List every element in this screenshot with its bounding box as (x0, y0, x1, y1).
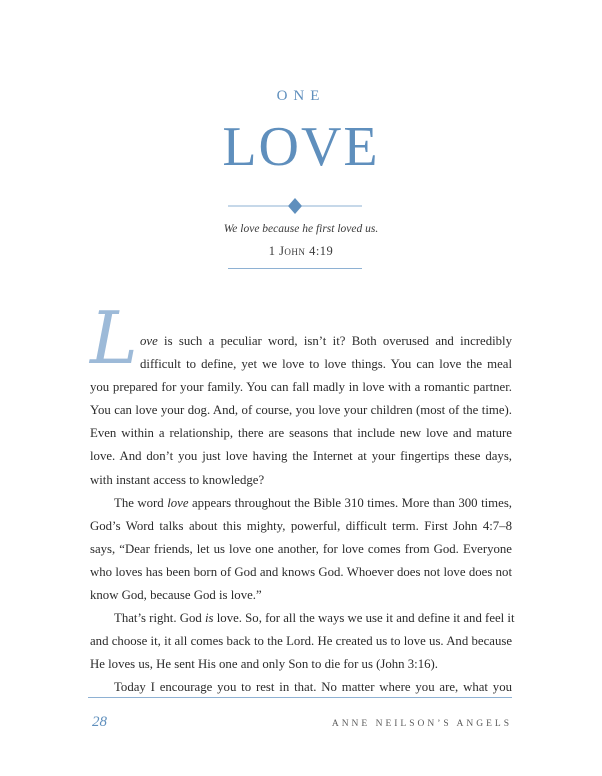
text-line: says, “Dear friends, let us love one another, for love comes from God. Everyone (90, 541, 512, 556)
text-line: you prepared for your family. You can fall madly in love with a romantic partner. (90, 380, 512, 395)
epigraph-rule (228, 268, 362, 269)
text-line (90, 330, 512, 353)
text-line (90, 492, 512, 515)
emphasis: ove (140, 334, 158, 348)
body-text (90, 330, 515, 700)
footer-rule (88, 697, 512, 698)
text-line: He loves us, He sent His one and only Son to die for us (John 3:16). (90, 657, 438, 672)
text-line: God’s Word talks about this mighty, powerful, difficult term. First John 4:7–8 (90, 518, 512, 533)
text-line: Today I encourage you to rest in that. No matter where you are, what you (114, 680, 512, 695)
text-run: love. So, for all the ways we use it and define it and feel it (213, 611, 515, 626)
text-line (90, 607, 515, 630)
drop-cap-letter: L (90, 296, 138, 380)
text-run: That’s right. God (114, 611, 205, 626)
text-line: who loves has been born of God and knows God. Whoever does not love does not (90, 564, 512, 579)
chapter-number: ONE (276, 88, 326, 104)
diamond-ornament (288, 198, 302, 214)
epigraph-book: 1 John (268, 244, 306, 258)
page-number: 28 (92, 714, 107, 730)
text-line: and choose it, it all comes back to the Lord. He created us to love us. And because (90, 634, 512, 649)
text-run: The word (114, 495, 168, 510)
text-line: know God, because God is love.” (90, 588, 262, 603)
epigraph-reference (0, 244, 602, 259)
running-head: ANNE NEILSON’S ANGELS (331, 719, 512, 729)
diamond-divider (228, 198, 362, 214)
text-run: appears throughout the Bible 310 times. More than 300 times, (188, 495, 512, 510)
text-line: with instant access to knowledge? (90, 472, 265, 487)
text-line: You can love your dog. And, of course, you love your children (most of the time). (90, 403, 512, 418)
text-line: difficult to define, yet we love to love things. You can love the meal (140, 357, 512, 372)
epigraph-quote: We love because he first loved us. (223, 223, 379, 235)
emphasis: is (205, 611, 214, 626)
emphasis: love (167, 495, 189, 510)
epigraph-verse: 4:19 (309, 244, 334, 258)
text-run: is such a peculiar word, isn’t it? Both overused and incredibly (157, 334, 512, 348)
text-line: Even within a relationship, there are seasons that include new love and mature (90, 426, 512, 441)
text-line: love. And don’t you just love having the Internet at your fingertips these days, (90, 449, 512, 464)
chapter-title: LOVE (222, 116, 380, 178)
